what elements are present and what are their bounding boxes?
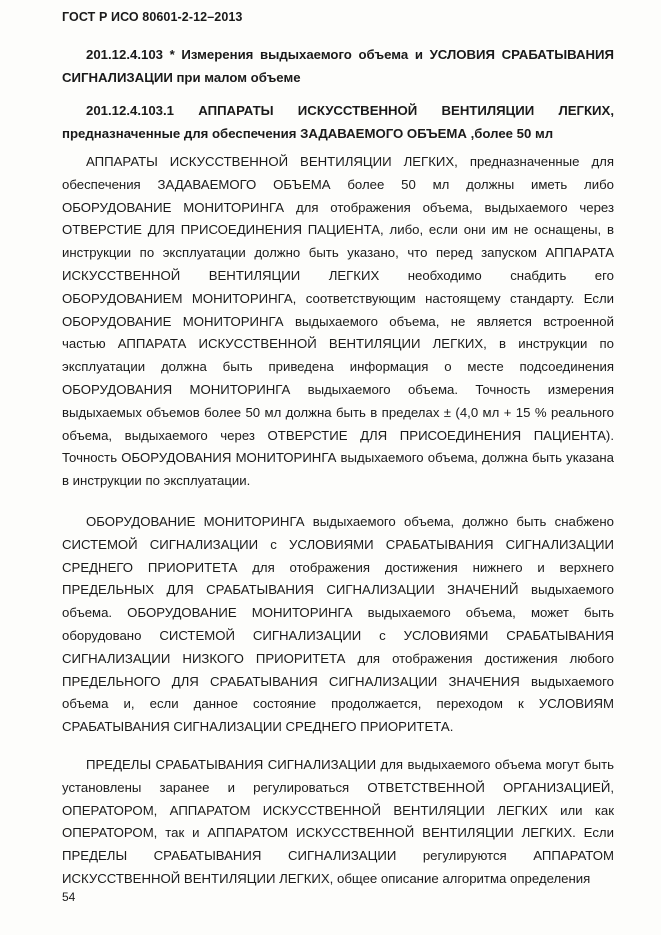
body-paragraph-2: ОБОРУДОВАНИЕ МОНИТОРИНГА выдыхаемого объема, должно быть снабжено СИСТЕМОЙ СИГНАЛИЗАЦИИ с УСЛОВИЯМИ СРАБАТЫВАНИЯ СИГНАЛИЗАЦИИ СРЕДНЕГО ПРИОРИТЕТА для отображения достижения нижнего и верхнего ПРЕДЕЛЬНЫХ ДЛЯ СРАБАТЫВАНИЯ СИГНАЛИЗАЦИИ ЗНАЧЕНИЙ выдыхаемого объема. ОБОРУДОВАНИЕ МОНИТОРИНГА выдыхаемого объема, может быть оборудовано СИСТЕМОЙ СИГНАЛИЗАЦИИ с УСЛОВИЯМИ СРАБАТЫВАНИЯ СИГНАЛИЗАЦИИ НИЗКОГО ПРИОРИТЕТА для отображения достижения любого ПРЕДЕЛЬНОГО ДЛЯ СРАБАТЫВАНИЯ СИГНАЛИЗАЦИИ ЗНАЧЕНИЯ выдыхаемого объема и, если данное состояние продолжается, переходом к УСЛОВИЯМ СРАБАТЫВАНИЯ СИГНАЛИЗАЦИИ СРЕДНЕГО ПРИОРИТЕТА. bbox=[62, 514, 614, 735]
page-number: 54 bbox=[62, 890, 76, 904]
body-paragraph-3: ПРЕДЕЛЫ СРАБАТЫВАНИЯ СИГНАЛИЗАЦИИ для выдыхаемого объема могут быть установлены заранее и регулироваться ОТВЕТСТВЕННОЙ ОРГАНИЗАЦИЕЙ, ОПЕРАТОРОМ, АППАРАТОМ ИСКУССТВЕННОЙ ВЕНТИЛЯЦИИ ЛЕГКИХ или как ОПЕРАТОРОМ, так и АППАРАТОМ ИСКУССТВЕННОЙ ВЕНТИЛЯЦИИ ЛЕГКИХ. Если ПРЕДЕЛЫ СРАБАТЫВАНИЯ СИГНАЛИЗАЦИИ регулируются АППАРАТОМ ИСКУССТВЕННОЙ ВЕНТИЛЯЦИИ ЛЕГКИХ, общее описание алгоритма определения bbox=[62, 757, 614, 886]
section-heading-201-12-4-103: 201.12.4.103 * Измерения выдыхаемого объема и УСЛОВИЯ СРАБАТЫВАНИЯ СИГНАЛИЗАЦИИ при малом объеме bbox=[62, 47, 614, 85]
body-paragraph-1: АППАРАТЫ ИСКУССТВЕННОЙ ВЕНТИЛЯЦИИ ЛЕГКИХ, предназначенные для обеспечения ЗАДАВАЕМОГО ОБЪЕМА более 50 мл должны иметь либо ОБОРУДОВАНИЕ МОНИТОРИНГА для отображения объема, выдыхаемого через ОТВЕРСТИЕ ДЛЯ ПРИСОЕДИНЕНИЯ ПАЦИЕНТА, либо, если они им не оснащены, в инструкции по эксплуатации должно быть указано, что перед запуском АППАРАТА ИСКУССТВЕННОЙ ВЕНТИЛЯЦИИ ЛЕГКИХ необходимо снабдить его ОБОРУДОВАНИЕМ МОНИТОРИНГА, соответствующим настоящему стандарту. Если ОБОРУДОВАНИЕ МОНИТОРИНГА выдыхаемого объема, не является встроенной частью АППАРАТА ИСКУССТВЕННОЙ ВЕНТИЛЯЦИИ ЛЕГКИХ, в инструкции по эксплуатации должна быть приведена информация о месте подсоединения ОБОРУДОВАНИЯ МОНИТОРИНГА выдыхаемого объема. Точность измерения выдыхаемых объемов более 50 мл должна быть в пределах ± (4,0 мл + 15 % реального объема, выдыхаемого через ОТВЕРСТИЕ ДЛЯ ПРИСОЕДИНЕНИЯ ПАЦИЕНТА). Точность ОБОРУДОВАНИЯ МОНИТОРИНГА выдыхаемого объема, должна быть указана в инструкции по эксплуатации. bbox=[62, 154, 614, 489]
section-heading-201-12-4-103-1: 201.12.4.103.1 АППАРАТЫ ИСКУССТВЕННОЙ ВЕНТИЛЯЦИИ ЛЕГКИХ, предназначенные для обеспечения ЗАДАВАЕМОГО ОБЪЕМА ,более 50 мл bbox=[62, 103, 614, 141]
document-header: ГОСТ Р ИСО 80601-2-12–2013 bbox=[62, 10, 243, 24]
